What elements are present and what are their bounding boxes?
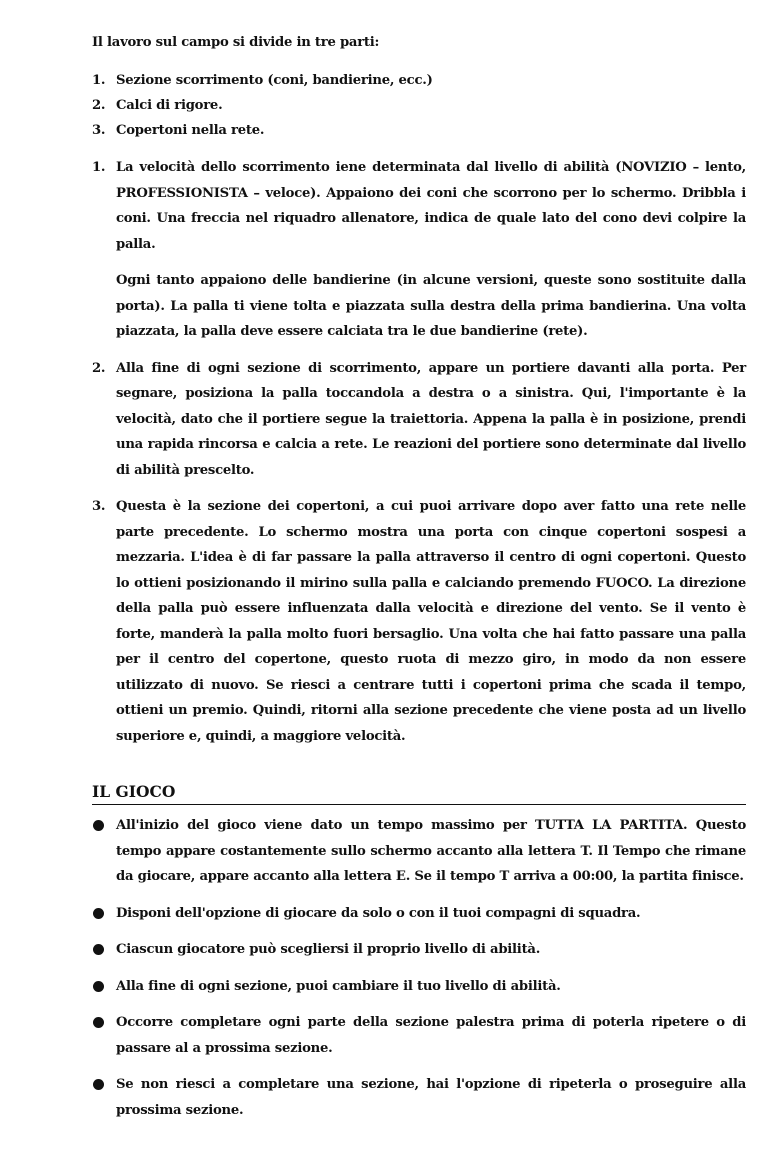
detail-item: [92, 494, 746, 749]
detail-paragraph: Ogni tanto appaiono delle bandierine (in alcune versioni, queste sono sostituite dalla porta). La palla ti viene tolta e piazzata sulla destra della prima bandierina. Una volta piazzata, la palla deve essere calciata tra le due bandierine (rete).: [116, 273, 746, 339]
steps-list: [92, 68, 746, 143]
bullet-item: [92, 813, 746, 890]
intro-text: Il lavoro sul campo si divide in tre parti:: [92, 35, 380, 50]
detail-item: [92, 356, 746, 484]
detail-number: 3.: [92, 499, 106, 514]
detail-number: 2.: [92, 360, 106, 376]
list-item: [92, 68, 746, 93]
detail-body: [116, 494, 746, 749]
list-number: 2.: [92, 98, 106, 113]
bullet-text: Ciascun giocatore può scegliersi il proprio livello di abilità.: [116, 942, 541, 957]
list-number: 1.: [92, 73, 106, 88]
bullet-text: All'inizio del gioco viene dato un tempo massimo per TUTTA LA PARTITA. Questo tempo appare costantemente sullo schermo accanto alla lettera T. Il Tempo che rimane da giocare, appare accanto alla lettera E. Se il tempo T arriva a 00:00, la partita finisce.: [116, 818, 746, 884]
list-number: 3.: [92, 123, 106, 138]
section-heading: IL GIOCO: [92, 782, 746, 805]
detail-paragraph: La velocità dello scorrimento iene determinata dal livello di abilità (NOVIZIO – lento, PROFESSIONISTA – veloce). Appaiono dei coni che scorrono per lo schermo. Dribbla i coni. Una freccia nel riquadro allenatore, indica de quale lato del cono devi colpire la palla.: [116, 160, 746, 252]
bullet-text: Se non riesci a completare una sezione, hai l'opzione di ripeterla o proseguire alla prossima sezione.: [116, 1077, 746, 1118]
list-item: [92, 93, 746, 118]
detail-body: [116, 356, 746, 484]
bullet-dot-icon: [92, 813, 116, 838]
detail-item: [92, 155, 746, 345]
bullet-list: [92, 813, 746, 1123]
bullet-dot-icon: [92, 901, 116, 926]
list-text: Copertoni nella rete.: [116, 123, 265, 138]
bullet-item: [92, 1010, 746, 1061]
bullet-text: Alla fine di ogni sezione, puoi cambiare il tuo livello di abilità.: [116, 978, 561, 994]
page-content: [92, 30, 746, 1134]
detail-paragraph: Alla fine di ogni sezione di scorrimento, appare un portiere davanti alla porta. Per segnare, posiziona la palla toccandola a destra o a sinistra. Qui, l'importante è la velocità, dato che il portiere segue la traiettoria. Appena la palla è in posizione, prendi una rapida rincorsa e calcia a rete. Le reazioni del portiere sono determinate dal livello di abilità prescelto.: [116, 360, 746, 478]
detail-body: [116, 155, 746, 345]
bullet-item: [92, 974, 746, 1000]
bullet-text: Disponi dell'opzione di giocare da solo o con il tuoi compagni di squadra.: [116, 905, 641, 921]
bullet-dot-icon: [92, 974, 116, 999]
bullet-dot-icon: [92, 1072, 116, 1097]
bullet-dot-icon: [92, 1010, 116, 1035]
list-text: Calci di rigore.: [116, 98, 223, 113]
bullet-dot-icon: [92, 937, 116, 962]
detail-paragraph: Questa è la sezione dei copertoni, a cui puoi arrivare dopo aver fatto una rete nelle parte precedente. Lo schermo mostra una porta con cinque copertoni sospesi a mezzaria. L'idea è di far passare la palla attraverso il centro di ogni copertoni. Questo lo ottieni posizionando il mirino sulla palla e calciando premendo FUOCO. La direzione della palla può essere influenzata dalla velocità e direzione del vento. Se il vento è forte, manderà la palla molto fuori bersaglio. Una volta che hai fatto passare una palla per il centro del copertone, questo ruota di mezzo giro, in modo da non essere utilizzato di nuovo. Se riesci a centrare tutti i copertoni prima che scada il tempo, ottieni un premio. Quindi, ritorni alla sezione precedente che viene posta ad un livello superiore e, quindi, a maggiore velocità.: [116, 499, 746, 744]
bullet-item: [92, 901, 746, 927]
details-section: [92, 155, 746, 749]
bullet-item: [92, 1072, 746, 1123]
list-item: [92, 118, 746, 143]
bullet-text: Occorre completare ogni parte della sezione palestra prima di poterla ripetere o di passare al a prossima sezione.: [116, 1015, 746, 1056]
list-text: Sezione scorrimento (coni, bandierine, ecc.): [116, 73, 433, 88]
detail-number: 1.: [92, 160, 106, 175]
bullet-item: [92, 937, 746, 963]
